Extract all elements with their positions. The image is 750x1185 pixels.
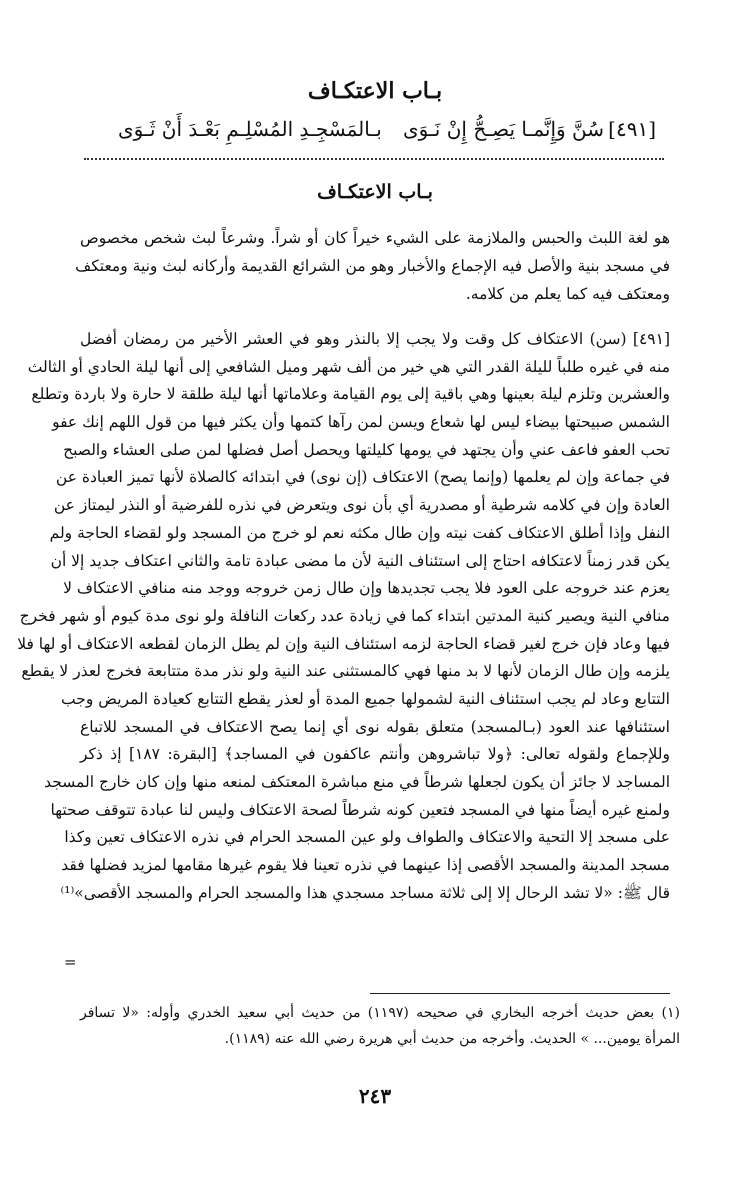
commentary-line: استئنافها عند العود (بـالمسجد) متعلق بقوله نوى أي إنما يصح الاعتكاف في المسجد للاتباع (80, 717, 670, 736)
commentary-line: والعشرين وتلزم ليلة بعينها وهي باقية إلى يوم القيامة وعلاماتها أنها ليلة طلقة لا حارة ولا باردة وتطلع (31, 385, 670, 404)
continuation-mark: = (64, 953, 77, 971)
commentary-line: يعزم عند خروجه على العود فلا يجب تجديدها وإن طال زمن خروجه ووجد منه منافي الاعتكاف لا (63, 579, 670, 598)
commentary-line: الشمس صبيحتها بيضاء ليس لها شعاع ويسن لمن رآها كتمها وأن يكثر فيها من قول اللهم إنك عفو (52, 413, 670, 432)
footnotes (80, 1000, 680, 1052)
footnote-line: (١) بعض حديث أخرجه البخاري في صحيحه (١١٩٧) من حديث أبي سعيد الخدري وأوله: «لا تسافر (80, 1005, 680, 1021)
verse-first-hemistich: سُنَّ وَإِنَّمـا يَصِـحُّ إِنْ نَـوَى (402, 117, 604, 141)
intro-line: ومعتكف فيه كما يعلم من كلامه. (465, 285, 670, 304)
commentary-line: ولمنع غيره أيضاً منها في المسجد فتعين كونه شرطاً لصحة الاعتكاف وليس لنا عبادة تتوقف صحتها (50, 800, 670, 819)
commentary-line: العادة وإن في كلامه شرطية أو مصدرية أي بأن نوى ويتعرض في نذره للفرضية أو النذر ليمتاز عن (53, 496, 670, 515)
commentary-line: منافي النية ويصير كنية المدتين ابتداء كما في زيادة عدد ركعات النافلة ولو نوى مدة كيوم أو شهر فخرج (19, 606, 670, 625)
commentary-line: التتابع وعاد لم يجب استئناف النية لشمولها جميع المدة أو لعذر يقطع التتابع كعيادة المريض وجب (61, 689, 670, 708)
page-number: ٢٤٣ (358, 1084, 392, 1108)
commentary-line: في جماعة وإن لم يعلمها (وإنما يصح) الاعتكاف (إن نوى) في ابتدائه كالصلاة لأنها تميز العبادة عن (55, 468, 670, 487)
commentary-line: يلزمه وإن طال الزمان لأنها لا بد منها فهي كالمستثنى عند النية ولو نذر مدة متتابعة فخرج لعذر لا يقطع (21, 662, 670, 681)
verse-number: [٤٩١] (608, 117, 656, 141)
commentary-paragraph (17, 326, 670, 907)
verse-second-hemistich: بـالمَسْجِـدِ المُسْلِـمِ بَعْـدَ أَنْ ثَـوَى (118, 117, 382, 141)
commentary-line: مسجد المدينة والمسجد الأقصى إذا عينهما في نذره تعينا فلا يقوم غيرها مقامها لمزيد فضلها فقد (61, 856, 670, 875)
commentary-line: منه في غيره طلباً لليلة القدر التي هي خير من ألف شهر وميل الشافعي إلى أنها ليلة الحادي أو الثالث (27, 357, 670, 376)
commentary-line: فيها وعاد فإن خرج لغير قضاء الحاجة لزمه استئناف النية وإن لم يطل الزمان لقطعه الاعتكاف أو لها فلا (17, 634, 670, 653)
intro-line: هو لغة اللبث والحبس والملازمة على الشيء خيراً كان أو شراً. وشرعاً لبث شخص مخصوص (80, 229, 670, 247)
commentary-line: النفل وإذا أطلق الاعتكاف كفت نيته وإن طال مكثه نعم لو خرج من المسجد ولو لقضاء الحاجة ولم (49, 523, 670, 542)
chapter-title: بـاب الاعتكـاف (307, 78, 443, 104)
commentary-line: تحب العفو فاعف عني وأن يجتهد في يومها كليلتها ويحصل أصل فضلها لمن صلى العشاء والصبح (63, 440, 670, 459)
dotted-separator (84, 158, 664, 160)
commentary-line: قال ﷺ: «لا تشد الرحال إلا إلى ثلاثة مساجد مسجدي هذا والمسجد الحرام والمسجد الأقصى»⁽¹⁾ (60, 883, 670, 902)
commentary-line: [٤٩١] (سن) الاعتكاف كل وقت ولا يجب إلا بالنذر وهو في العشر الأخير من رمضان أفضل (80, 330, 670, 348)
footnote-separator (370, 993, 670, 994)
commentary-line: وللإجماع ولقوله تعالى: ﴿ولا تباشروهن وأنتم عاكفون في المساجد﴾ [البقرة: ١٨٧] إذ ذكر (80, 745, 670, 764)
commentary-line: المساجد لا جائز أن يكون لجعلها شرطاً في منع مباشرة المعتكف لمنعه منها وإن كان خارج المسجد (44, 773, 670, 791)
intro-paragraph (75, 224, 670, 309)
footnote-line: المرأة يومين... » الحديث. وأخرجه من حديث أبي هريرة رضي الله عنه (١١٨٩). (224, 1031, 680, 1047)
section-title: بـاب الاعتكـاف (317, 181, 433, 203)
intro-line: في مسجد بنية والأصل فيه الإجماع والأخبار وهو من الشرائع القديمة وأركانه لبث ونية ومعتكف (75, 257, 670, 276)
commentary-line: على مسجد إلا التحية والاعتكاف والطواف ولو عين المسجد الحرام في نذره الاعتكاف تعين وكذا (64, 828, 670, 847)
verse-line (118, 112, 656, 146)
commentary-line: يكن قدر زمناً لاعتكافه احتاج إلى استئناف النية لأن ما مضى عبادة تامة والثاني اعتكاف جديد إلا أن (50, 551, 670, 570)
